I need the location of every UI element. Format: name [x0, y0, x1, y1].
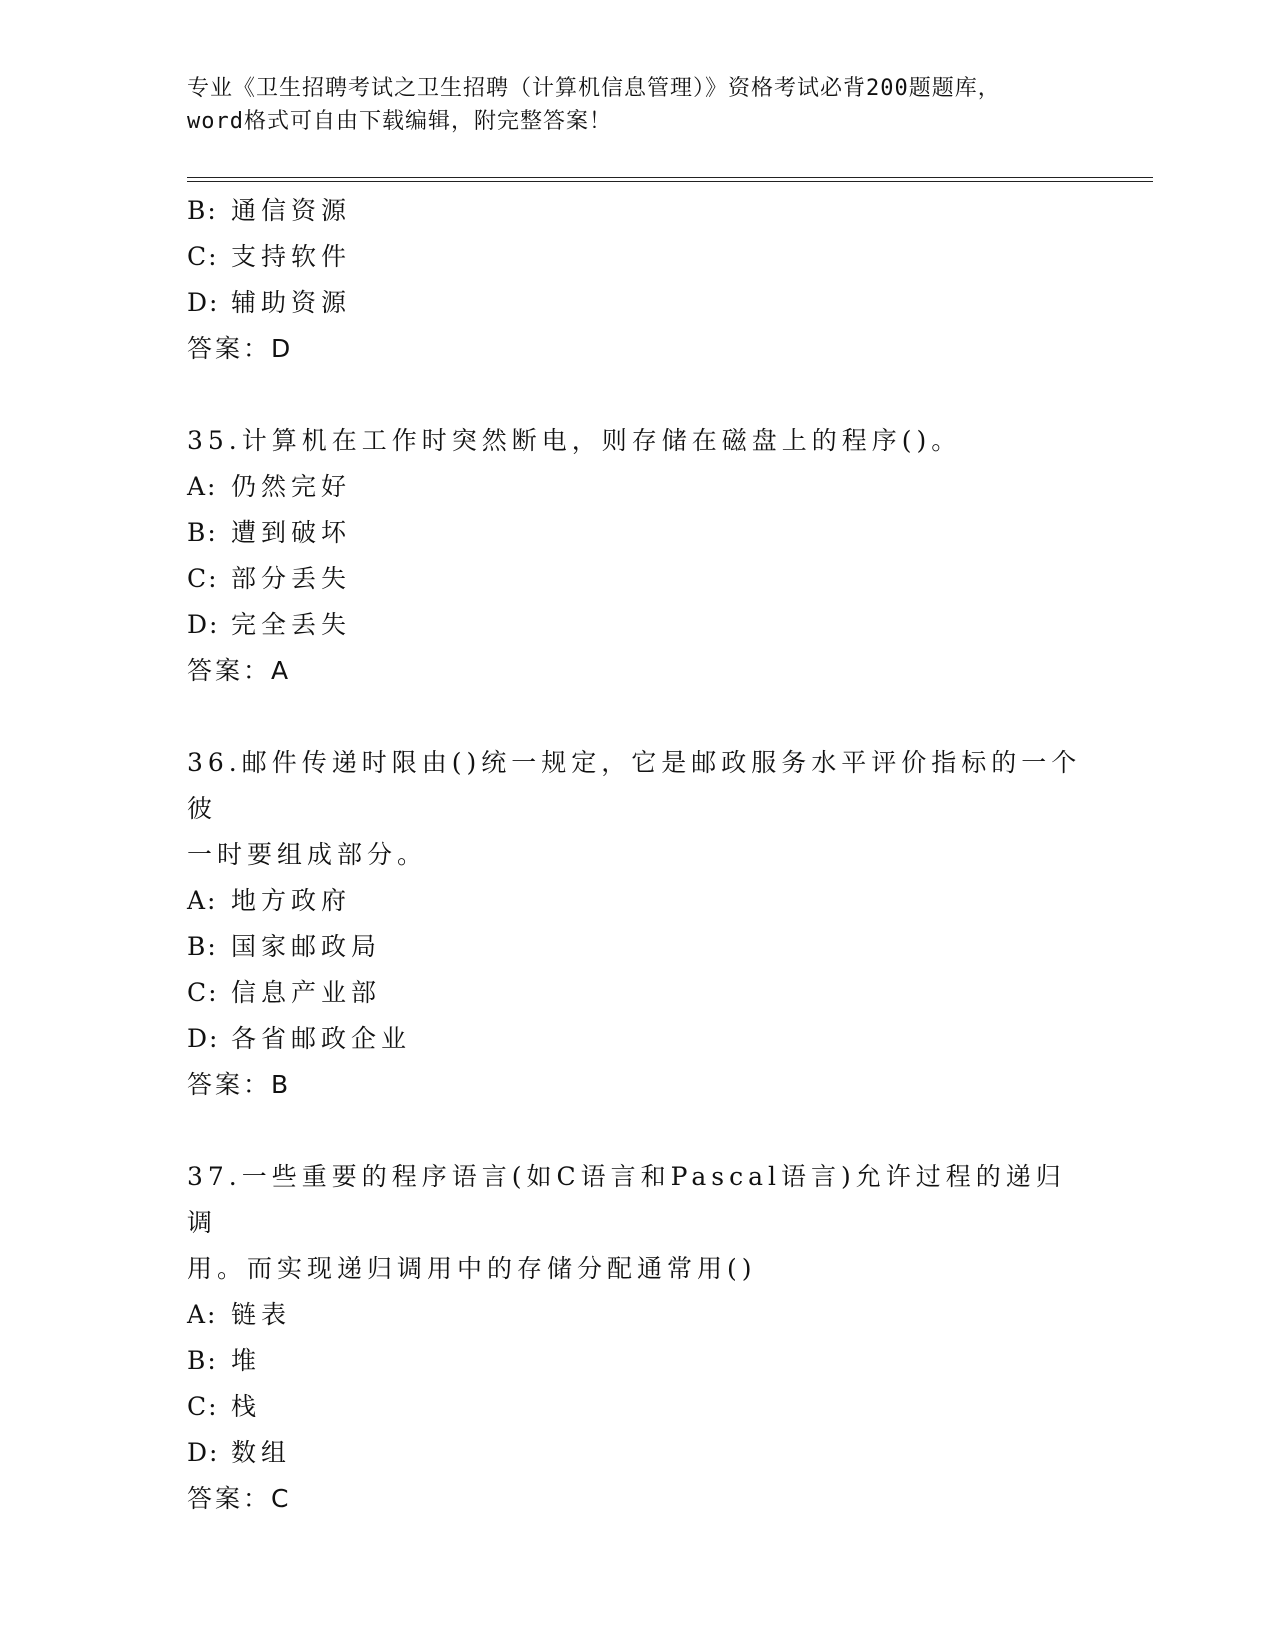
option-text: 辅助资源	[231, 288, 352, 317]
question-text-line-2: 一时要组成部分。	[187, 840, 428, 869]
option-b	[187, 924, 1087, 970]
option-a	[187, 878, 1087, 924]
option-c	[187, 234, 1087, 280]
option-text: 遭到破坏	[231, 518, 352, 547]
option-d	[187, 602, 1087, 648]
header-divider	[187, 177, 1153, 182]
header-title-line-2: word格式可自由下载编辑，附完整答案！	[187, 109, 612, 134]
option-text: 完全丢失	[231, 610, 352, 639]
option-c	[187, 1384, 1087, 1430]
question-37	[187, 1154, 1087, 1522]
option-c	[187, 556, 1087, 602]
option-key: D:	[187, 610, 220, 639]
option-text: 国家邮政局	[231, 932, 382, 961]
option-key: C:	[187, 1392, 219, 1421]
option-key: A:	[187, 1300, 218, 1329]
option-key: B:	[187, 1346, 218, 1375]
option-d	[187, 1430, 1087, 1476]
option-key: C:	[187, 564, 219, 593]
answer-line: 答案：B	[187, 1070, 292, 1099]
option-key: B:	[187, 518, 218, 547]
option-d	[187, 1016, 1087, 1062]
option-text: 地方政府	[231, 886, 352, 915]
option-key: D:	[187, 1024, 220, 1053]
question-text-line-1: 36.邮件传递时限由()统一规定，它是邮政服务水平评价指标的一个彼	[187, 748, 1082, 823]
option-key: A:	[187, 472, 218, 501]
option-b	[187, 1338, 1087, 1384]
option-key: D:	[187, 288, 220, 317]
answer-line: 答案：A	[187, 656, 292, 685]
option-text: 堆	[231, 1346, 262, 1375]
option-key: B:	[187, 196, 218, 225]
question-text-line-1: 37.一些重要的程序语言(如C语言和Pascal语言)允许过程的递归调	[187, 1162, 1066, 1237]
question-text-line-2: 用。而实现递归调用中的存储分配通常用()	[187, 1254, 757, 1283]
question-34-continuation	[187, 188, 1087, 372]
answer-line: 答案：C	[187, 1484, 292, 1513]
option-text: 栈	[231, 1392, 262, 1421]
option-text: 链表	[231, 1300, 292, 1329]
option-key: A:	[187, 886, 218, 915]
option-b	[187, 510, 1087, 556]
option-text: 各省邮政企业	[231, 1024, 412, 1053]
question-text-line-1: 35.计算机在工作时突然断电，则存储在磁盘上的程序()。	[187, 426, 962, 455]
option-b	[187, 188, 1087, 234]
option-a	[187, 464, 1087, 510]
question-list	[187, 188, 1087, 1522]
option-text: 通信资源	[231, 196, 352, 225]
option-text: 仍然完好	[231, 472, 352, 501]
option-text: 支持软件	[231, 242, 352, 271]
option-a	[187, 1292, 1087, 1338]
option-text: 数组	[231, 1438, 292, 1467]
option-key: C:	[187, 242, 219, 271]
option-key: B:	[187, 932, 218, 961]
option-key: D:	[187, 1438, 220, 1467]
answer-line: 答案：D	[187, 334, 294, 363]
option-c	[187, 970, 1087, 1016]
question-36	[187, 740, 1087, 1108]
option-d	[187, 280, 1087, 326]
option-key: C:	[187, 978, 219, 1007]
question-35	[187, 418, 1087, 694]
header-title-line-1: 专业《卫生招聘考试之卫生招聘（计算机信息管理）》资格考试必背200题题库，	[187, 76, 1001, 101]
option-text: 信息产业部	[231, 978, 382, 1007]
option-text: 部分丢失	[231, 564, 352, 593]
document-header	[187, 72, 1067, 138]
